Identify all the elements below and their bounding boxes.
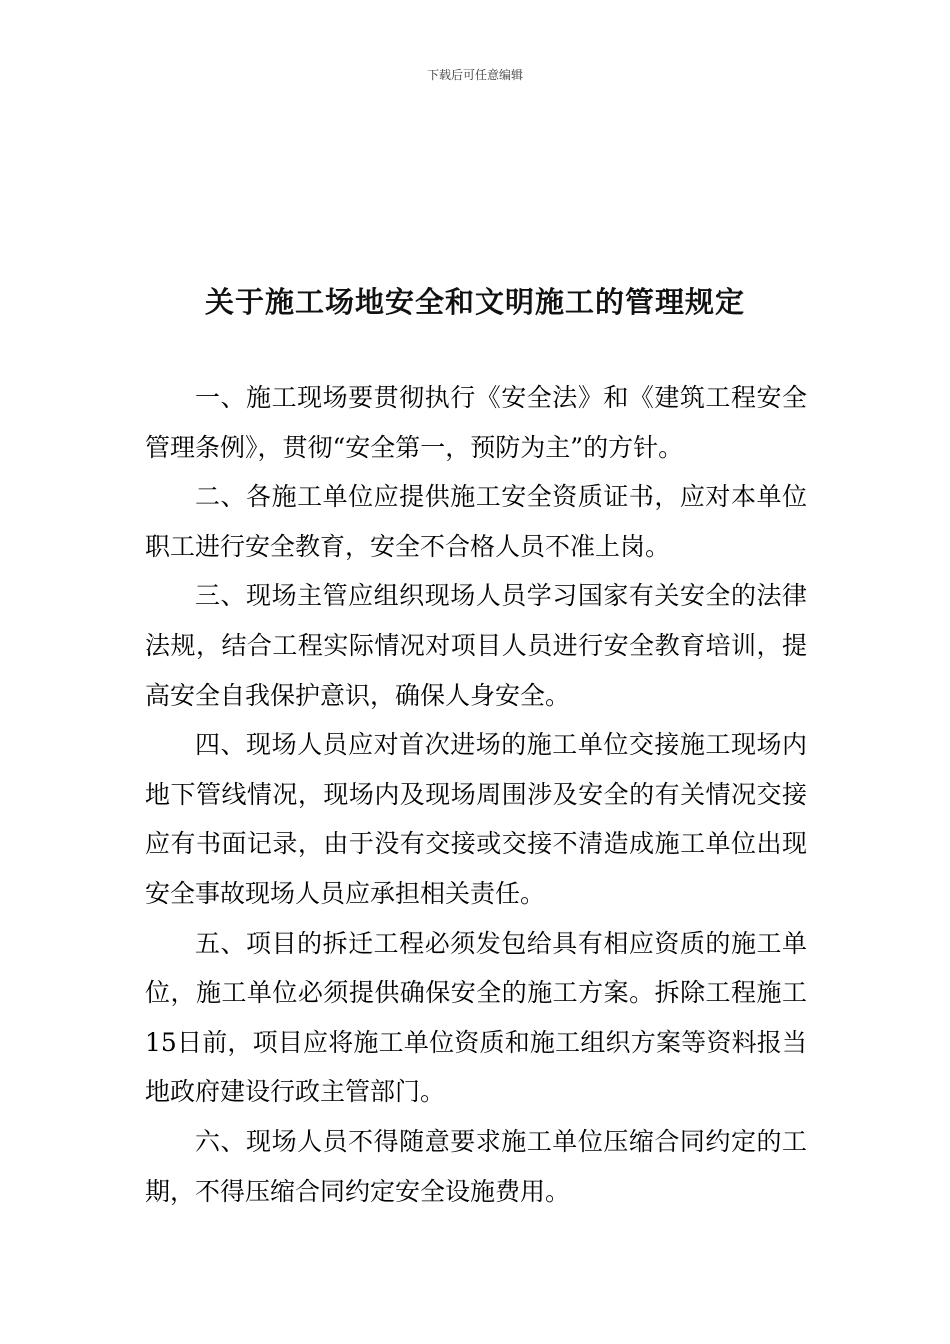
document-body [145, 373, 807, 1216]
paragraph-3: 三、现场主管应组织现场人员学习国家有关安全的法律法规，结合工程实际情况对项目人员进行安全教育培训，提高安全自我保护意识，确保人身安全。 [145, 581, 807, 710]
document-title: 关于施工场地安全和文明施工的管理规定 [204, 285, 745, 319]
paragraph-6: 六、现场人员不得随意要求施工单位压缩合同约定的工期，不得压缩合同约定安全设施费用。 [145, 1126, 807, 1206]
paragraph-2: 二、各施工单位应提供施工安全资质证书，应对本单位职工进行安全教育，安全不合格人员不准上岗。 [145, 482, 807, 561]
paragraph-4: 四、现场人员应对首次进场的施工单位交接施工现场内地下管线情况，现场内及现场周围涉及安全的有关情况交接应有书面记录，由于没有交接或交接不清造成施工单位出现安全事故现场人员应承担相关责任。 [145, 730, 807, 908]
paragraph-1: 一、施工现场要贯彻执行《安全法》和《建筑工程安全管理条例》，贯彻“安全第一，预防为主”的方针。 [145, 383, 807, 462]
header-note: 下载后可任意编辑 [426, 68, 523, 82]
paragraph-5: 五、项目的拆迁工程必须发包给具有相应资质的施工单位，施工单位必须提供确保安全的施工方案。拆除工程施工15日前，项目应将施工单位资质和施工组织方案等资料报当地政府建设行政主管部门。 [145, 928, 807, 1107]
